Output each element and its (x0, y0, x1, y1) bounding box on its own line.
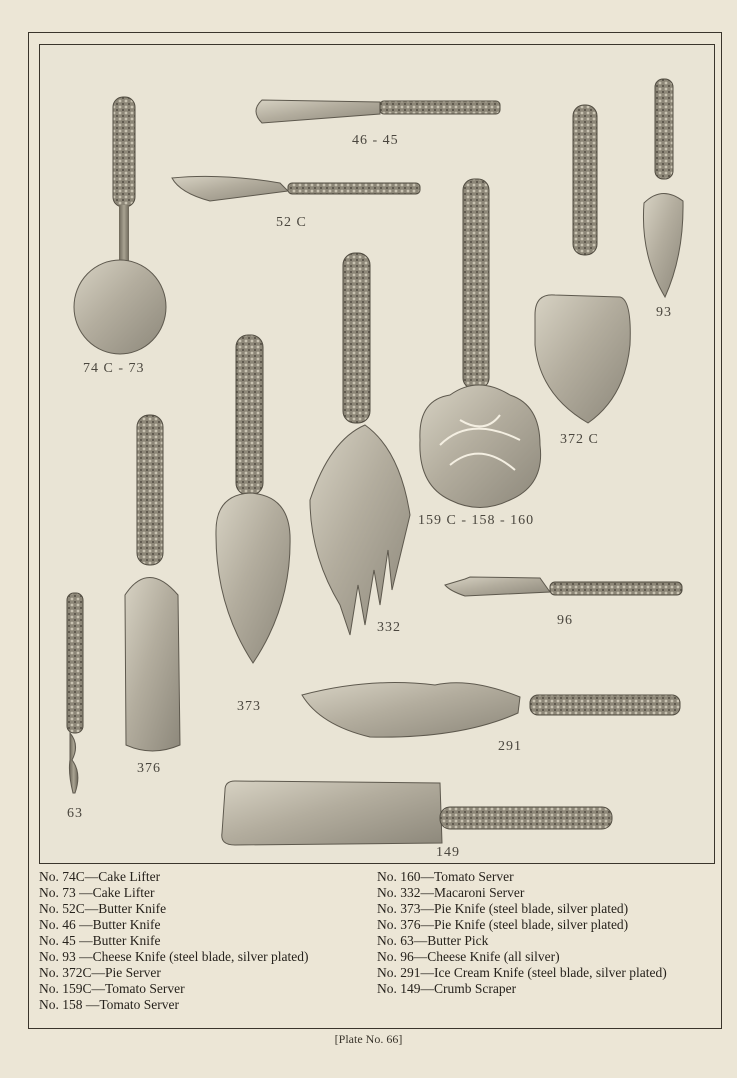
plate-caption: [Plate No. 66] (334, 1032, 403, 1046)
label-46-45: 46 - 45 (352, 133, 399, 148)
legend-item: No. 96—Cheese Knife (all silver) (377, 949, 560, 964)
label-93: 93 (656, 305, 672, 320)
label-373: 373 (237, 699, 261, 714)
butter-knife-46-45 (256, 100, 500, 123)
legend-right-column (377, 869, 667, 997)
legend-item: No. 73 —Cake Lifter (39, 885, 155, 900)
legend-item: No. 376—Pie Knife (steel blade, silver plated) (377, 917, 629, 932)
butter-knife-52c (172, 176, 420, 201)
ice-cream-knife-291 (302, 683, 680, 738)
macaroni-server-332 (310, 253, 410, 635)
legend-left-column (39, 869, 309, 1013)
cheese-knife-96 (445, 577, 682, 596)
cake-lifter-74c (74, 97, 166, 354)
cheese-knife-93 (643, 79, 683, 297)
tomato-server-159c (420, 179, 541, 508)
label-149: 149 (436, 845, 460, 860)
legend-item: No. 332—Macaroni Server (377, 885, 525, 900)
legend-item: No. 158 —Tomato Server (39, 997, 180, 1012)
label-376: 376 (137, 761, 161, 776)
silverware-engraving (40, 45, 716, 865)
pie-knife-373 (216, 335, 290, 663)
label-63: 63 (67, 806, 83, 821)
pie-server-372c (535, 105, 630, 423)
crumb-scraper-149 (222, 781, 612, 845)
pie-knife-376 (125, 415, 180, 751)
label-291: 291 (498, 739, 522, 754)
legend-item: No. 93 —Cheese Knife (steel blade, silver plated) (39, 949, 309, 964)
legend-item: No. 372C—Pie Server (39, 965, 161, 980)
butter-pick-63 (67, 593, 83, 793)
legend-item: No. 63—Butter Pick (377, 933, 489, 948)
label-96: 96 (557, 613, 573, 628)
label-372c: 372 C (560, 432, 599, 447)
legend-item: No. 159C—Tomato Server (39, 981, 185, 996)
label-332: 332 (377, 620, 401, 635)
legend-item: No. 291—Ice Cream Knife (steel blade, silver plated) (377, 965, 667, 980)
legend-item: No. 46 —Butter Knife (39, 917, 161, 932)
plate-illustration (39, 44, 715, 864)
label-74c-73: 74 C - 73 (83, 361, 145, 376)
legend-item: No. 52C—Butter Knife (39, 901, 167, 916)
legend-item: No. 74C—Cake Lifter (39, 869, 161, 884)
legend-item: No. 45 —Butter Knife (39, 933, 161, 948)
legend-item: No. 373—Pie Knife (steel blade, silver plated) (377, 901, 629, 916)
legend-item: No. 160—Tomato Server (377, 869, 514, 884)
label-52c: 52 C (276, 215, 307, 230)
label-159c: 159 C - 158 - 160 (418, 513, 535, 528)
legend-item: No. 149—Crumb Scraper (377, 981, 517, 996)
